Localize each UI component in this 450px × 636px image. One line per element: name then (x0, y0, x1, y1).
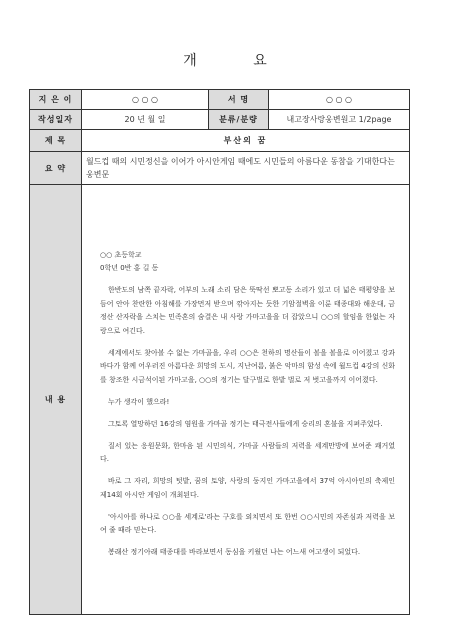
speech-body (86, 231, 405, 560)
page-title: 개 요 (183, 53, 293, 69)
speech-paragraph: '아시아를 하나로 ○○을 세계로'라는 구호를 외치면서 또 한번 ○○시민의 자존심과 저력을 보여 줄 때라 믿는다. (100, 512, 395, 535)
speech-paragraph: 질서 있는 응원문화, 한마음 된 시민의식, 가마골 사람들의 저력을 세계만방에 보여준 쾌거였다. (100, 441, 395, 464)
summary-value[interactable]: 월드컵 때의 시민정신을 이어가 아시안게임 때에도 시민들의 아름다운 동참을 기대한다는 웅변문 (82, 152, 410, 185)
author-row (30, 90, 410, 110)
content-label: 내 용 (30, 185, 82, 615)
content-cell[interactable] (82, 185, 410, 615)
signature-label: 서 명 (209, 90, 269, 110)
school-name: ○○ 초등학교 (100, 250, 142, 259)
date-label: 작성일자 (30, 110, 82, 130)
signature-value[interactable]: ○ ○ ○ (269, 90, 410, 110)
date-row (30, 110, 410, 130)
subject-value[interactable]: 부산의 꿈 (82, 130, 410, 152)
speech-paragraph: 한반도의 남쪽 끝자락, 어부의 노래 소리 담은 뚝딱선 뽀고동 소리가 있고 더 넓은 태평양을 보듬어 안아 찬란한 아침해를 가장먼저 받으며 깎아지는 듯한 기암절벽을 이룬 태종대와 해운대, 금정산 산자락을 스치는 민족혼의 숨결은 내 사랑 가마고을을 더 잡았으니 ○○의 할임을 한없는 자랑으로 여긴다. (100, 286, 395, 335)
date-value[interactable]: 20 년 월 일 (82, 110, 209, 130)
summary-label: 요 약 (30, 152, 82, 185)
author-label: 지 은 이 (30, 90, 82, 110)
speech-paragraph: 그토록 열망하던 16강의 염원을 가마골 정기는 태극전사들에게 승리의 혼불을 지펴주었다. (108, 419, 383, 428)
content-row (30, 185, 410, 615)
speech-paragraph: 봉래산 정기아래 태종대를 바라보면서 동심을 키웠던 나는 어느새 여고생이 되었다. (108, 548, 361, 557)
speech-paragraph: 바로 그 자리, 희망의 텃밭, 꿈의 토양, 사랑의 둥지인 가마고을에서 37억 아시아인의 축제인 제14회 아시안 게임이 개최된다. (100, 477, 395, 499)
category-label: 분류/분량 (209, 110, 269, 130)
subject-row (30, 130, 410, 152)
speech-paragraph: 누가 생각이 했으라! (108, 397, 170, 406)
outline-form-table (29, 89, 410, 615)
summary-row (30, 152, 410, 185)
category-value[interactable]: 내고장사랑웅변원고 1/2page (269, 110, 410, 130)
subject-label: 제 목 (30, 130, 82, 152)
author-value[interactable]: ○ ○ ○ (82, 90, 209, 110)
speech-paragraph: 세계에서도 찾아볼 수 없는 가마골을, 우리 ○○은 천하의 명산들이 볼을 볼을로 이어졌고 강과 바다가 함께 어우러진 아름다운 희망의 도시, 지난여름, 붉은 악마의 함성 속에 월드컵 4강의 신화를 창조한 시금석이된 가마고을, ○○의 정기는 달구벌로 한밭 벌로 저 벗고을까지 이어졌다. (100, 348, 395, 384)
student-name: 0학년 0반 홍 길 동 (100, 264, 159, 273)
